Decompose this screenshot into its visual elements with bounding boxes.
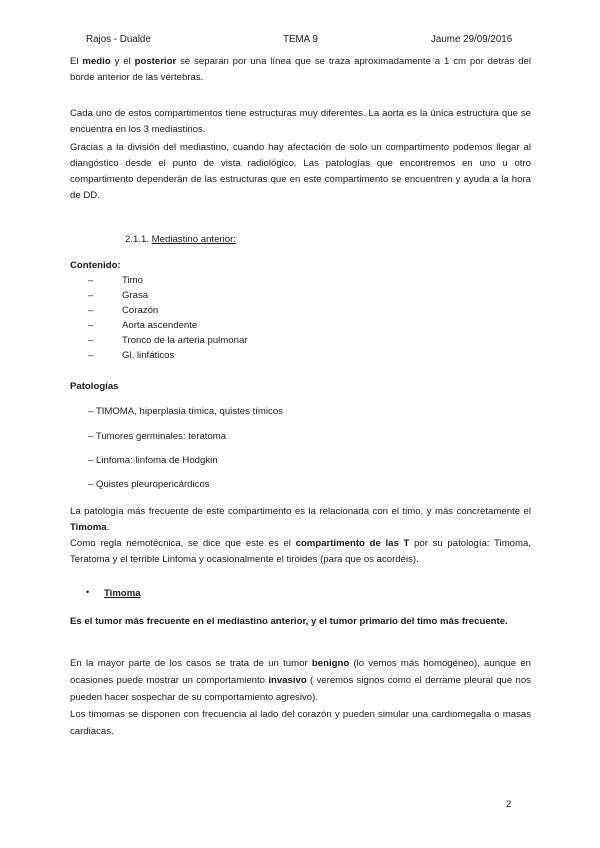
paragraph-timoma-benigno: En la mayor parte de los casos se trata de un tumor benigno (lo vemos más homogéneo), aunque en ocasiones puede mostrar un comportamiento invasivo ( veremos signos como el derrame pleural que nos pueden hacer sospechar de su comportamiento agresivo).	[70, 658, 531, 703]
header-topic: TEMA 9	[283, 34, 318, 45]
paragraph-timoma-corazon: Los timomas se disponen con frecuencia al lado del corazón y pueden simular una cardiomegalia o masas cardiacas.	[70, 709, 531, 737]
patologia-item: – Tumores germinales: teratoma	[88, 431, 227, 442]
header-authors: Rajos - Dualde	[86, 34, 151, 45]
patologia-item: – Quistes pleuropericárdicos	[88, 479, 210, 490]
paragraph-division-mediastino: Gracias a la división del mediastino, cuando hay afectación de solo un compartimento podemos llegar al diangóstico desde el punto de vista radiológico. Las patologías que encontremos en uno u otro compartimento dependerán de las estructuras que en este compartimento se encuentren y ayuda a la hora de DD.	[70, 142, 531, 201]
paragraph-medio-posterior: El medio y el posterior se separan por una línea que se traza aproximadamente a 1 cm por detrás del borde anterior de las vértebras.	[70, 56, 531, 83]
header-author-date: Jaume 29/09/2016	[431, 34, 513, 45]
document-page: Rajos - Dualde TEMA 9 Jaume 29/09/2016 El medio y el posterior se separan por una línea que se traza aproximadamente a 1 cm por detrás del borde anterior de las vértebras. Cada uno de estos compartimentos tiene estructuras muy diferentes. La aorta es la única estructura que se encuentra en los 3 mediastinos. Gracias a la división del mediastino, cuando hay afectación de solo un compartimento podemos llegar al diangóstico desde el punto de vista radiológico. Las patologías que encontremos en uno u otro compartimento dependerán de las estructuras que en este compartimento se encuentren y ayuda a la hora de DD. 2.1.1. Mediastino anterior: Contenido: – Timo – Grasa – Corazón – Aorta ascendente – Tronco de la arteria pulmonar – Gl. linfáticos Patologías – TIMOMA, hiperplasia tímica, quistes tímicos – Tumores germinales: teratoma – Linfoma: linfoma de Hodgkin – Quistes pleuropericárdicos La patología más frecuente de este compartimento es la relacionada con el timo, y más concretamente el Timoma. Como regla nemotécnica, se dice que este es el compartimento de las T por su patología: Timoma, Teratoma y el terrible Linfoma y ocasionalmente el tiroides (para que os acordéis). • Timoma Es el tumor más frecuente en el mediastino anterior, y el tumor primario del timo más frecuente. En la mayor parte de los casos se trata de un tumor benigno (lo vemos más homogéneo), aunque en ocasiones puede mostrar un comportamiento invasivo ( veremos signos como el derrame pleural que nos pueden hacer sospechar de su comportamiento agresivo). Los timomas se disponen con frecuencia al lado del corazón y pueden simular una cardiomegalia o masas cardiacas. 2	[70, 34, 532, 810]
page-number: 2	[506, 799, 512, 810]
section-title: Mediastino anterior:	[151, 234, 236, 245]
section-number: 2.1.1.	[125, 234, 152, 245]
timoma-title: Timoma	[104, 588, 141, 599]
patologias-heading: Patologías	[70, 381, 119, 392]
paragraph-patologia-frecuente: La patología más frecuente de este compartimento es la relacionada con el timo, y más concretamente el Timoma.	[70, 506, 531, 533]
paragraph-timoma-lead: Es el tumor más frecuente en el mediastino anterior, y el tumor primario del timo más frecuente.	[70, 616, 508, 627]
patologia-item: – Linfoma: linfoma de Hodgkin	[88, 455, 218, 466]
paragraph-regla-nemotecnica: Como regla nemotécnica, se dice que este es el compartimento de las T por su patología: Timoma, Teratoma y el terrible Linfoma y ocasionalmente el tiroides (para que os acordéis).	[70, 538, 532, 565]
patologia-item: – TIMOMA, hiperplasia tímica, quistes tímicos	[88, 406, 283, 417]
paragraph-compartimentos: Cada uno de estos compartimentos tiene estructuras muy diferentes. La aorta es la única estructura que se encuentra en los 3 mediastinos.	[70, 108, 531, 135]
bullet-icon: •	[86, 587, 90, 597]
section-heading	[125, 234, 236, 245]
contenido-heading: Contenido:	[70, 260, 121, 271]
